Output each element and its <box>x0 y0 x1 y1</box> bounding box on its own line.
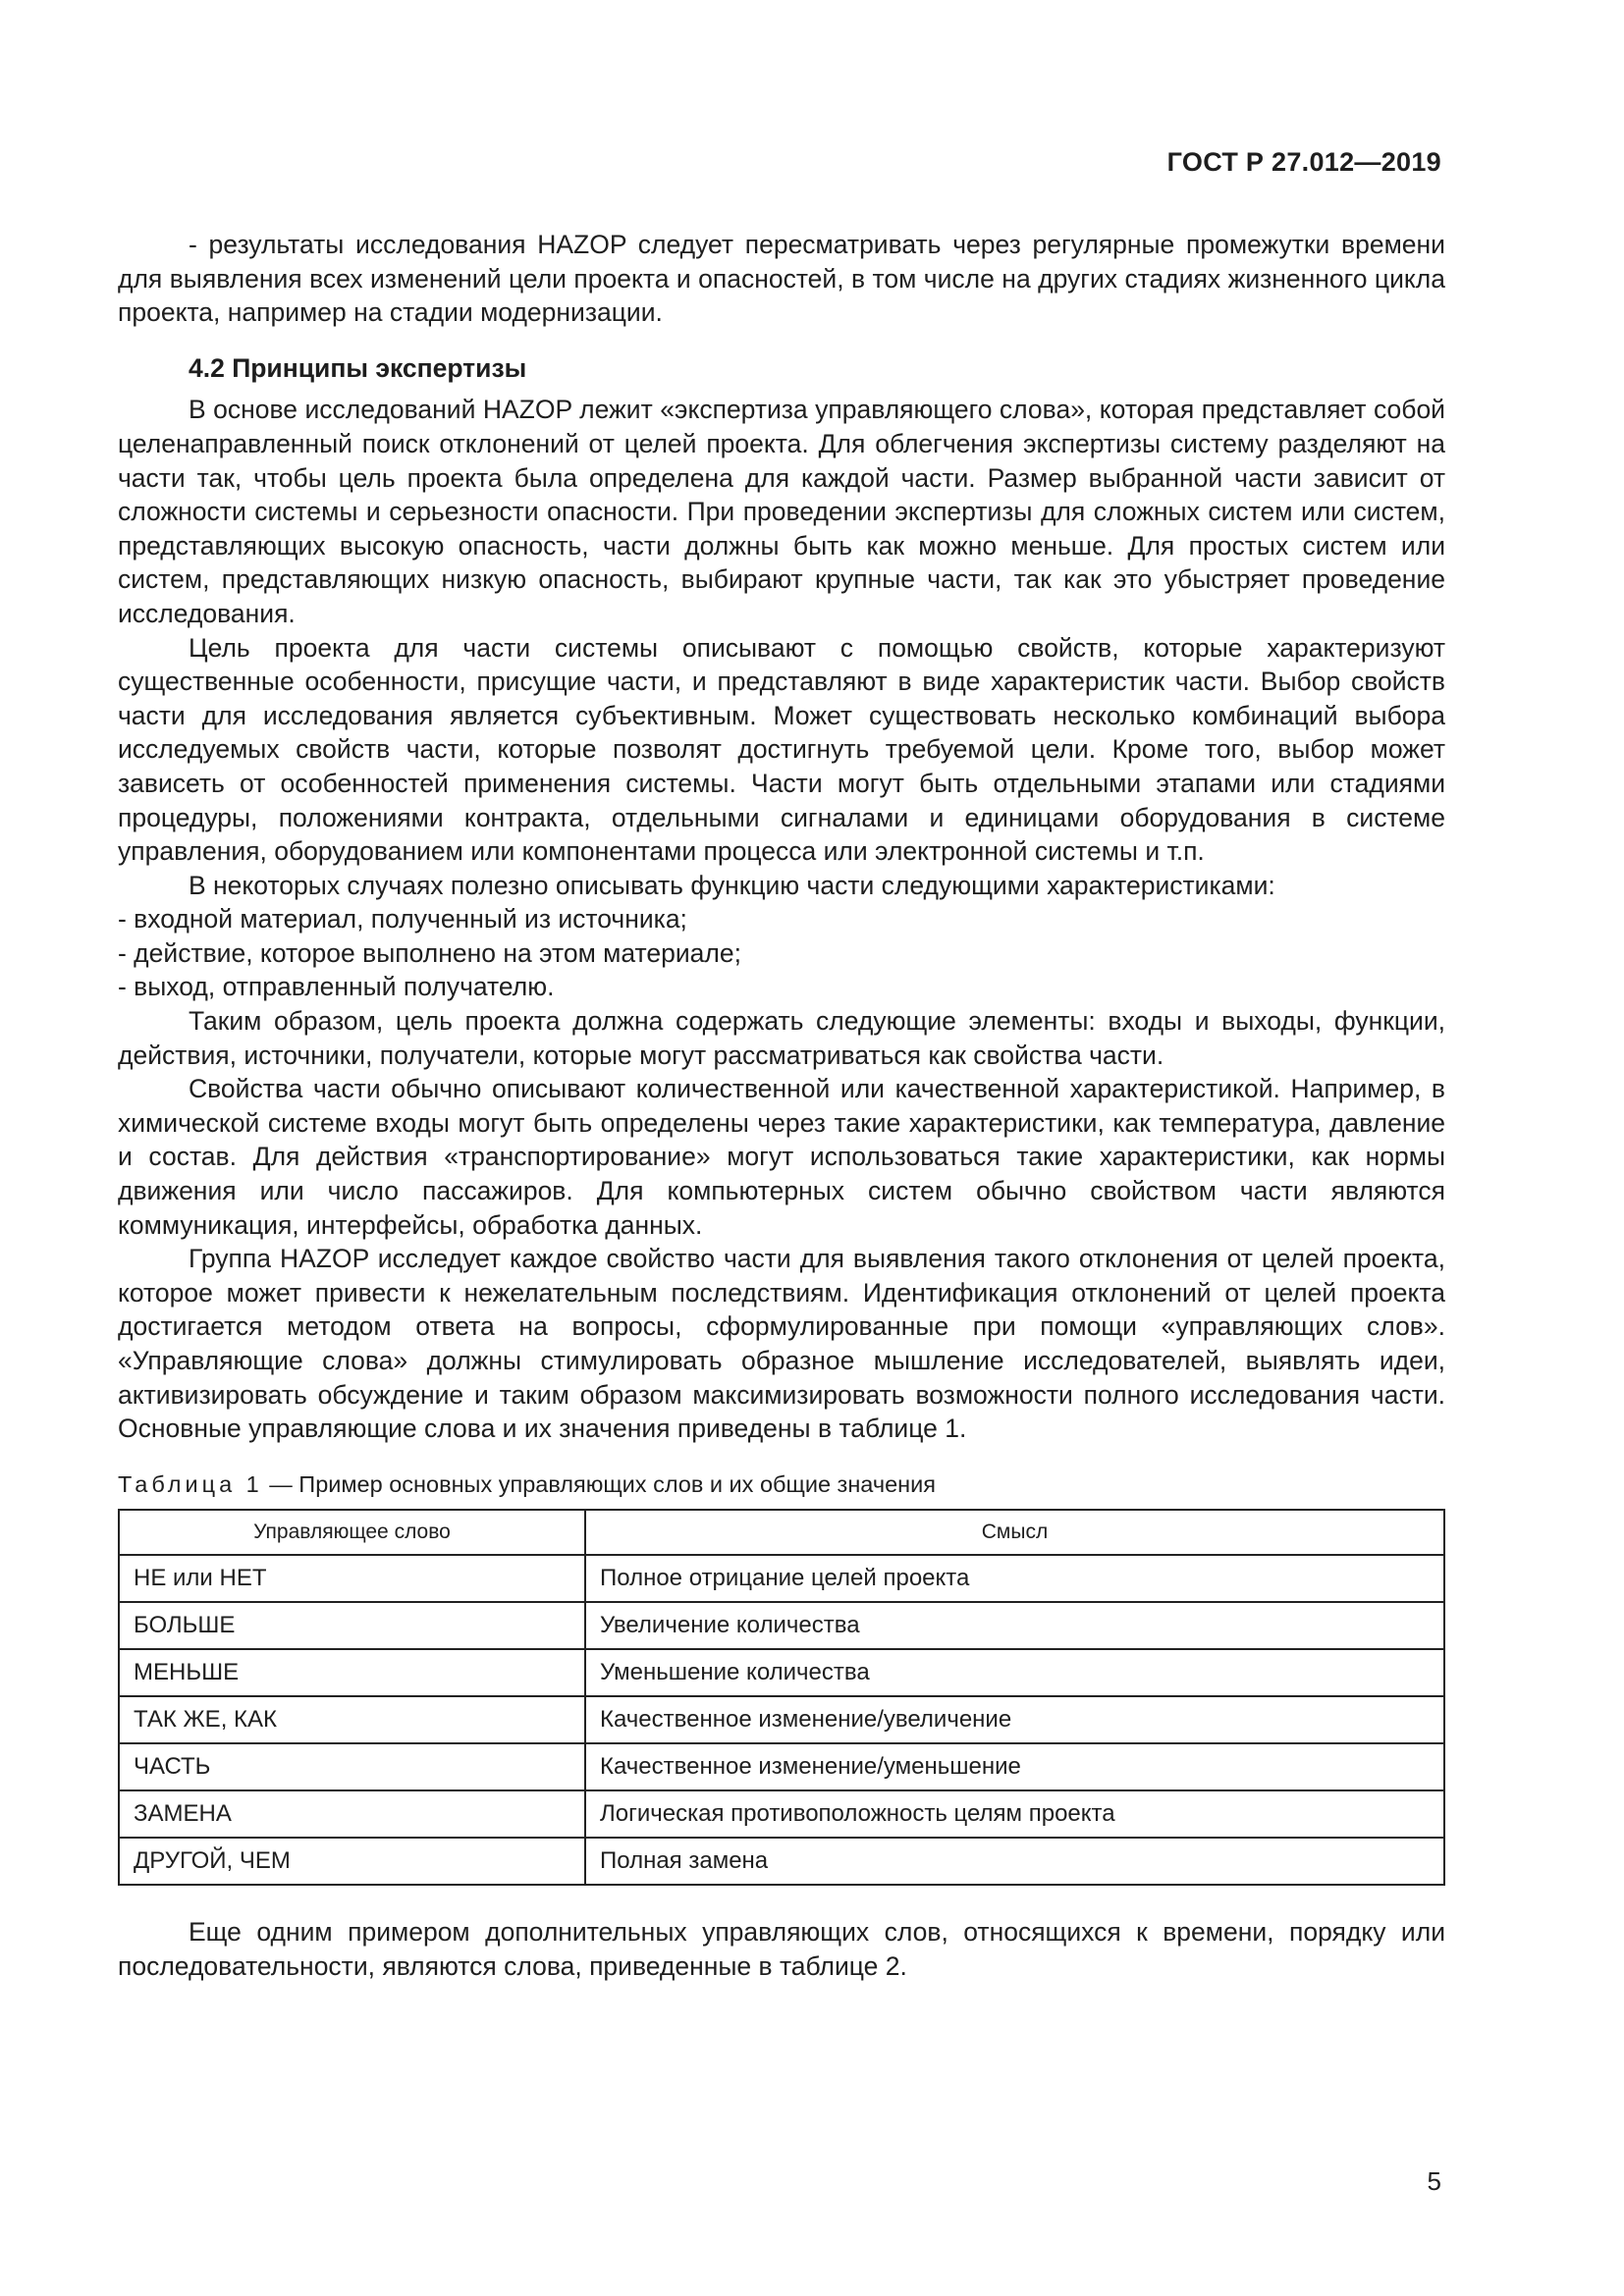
meaning-cell: Полное отрицание целей проекта <box>585 1555 1444 1602</box>
meaning-cell: Качественное изменение/увеличение <box>585 1696 1444 1743</box>
table-row <box>119 1649 1444 1696</box>
guide-words-table <box>118 1509 1445 1886</box>
paragraph: Таким образом, цель проекта должна содержать следующие элементы: входы и выходы, функции, действия, источники, получатели, которые могут рассматриваться как свойства части. <box>118 1006 1445 1070</box>
guide-word-cell: МЕНЬШЕ <box>119 1649 585 1696</box>
guide-word-cell: ДРУГОЙ, ЧЕМ <box>119 1838 585 1885</box>
guide-word-cell: БОЛЬШЕ <box>119 1602 585 1649</box>
meaning-cell: Увеличение количества <box>585 1602 1444 1649</box>
table-row <box>119 1790 1444 1838</box>
guide-word-cell: ЧАСТЬ <box>119 1743 585 1790</box>
guide-word-cell: НЕ или НЕТ <box>119 1555 585 1602</box>
guide-word-cell: ТАК ЖЕ, КАК <box>119 1696 585 1743</box>
page-number: 5 <box>1427 2166 1441 2196</box>
list-item: - входной материал, полученный из источника; <box>118 904 687 934</box>
table-row <box>119 1555 1444 1602</box>
section-heading: 4.2 Принципы экспертизы <box>189 352 527 383</box>
paragraph: Группа HAZOP исследует каждое свойство части для выявления такого отклонения от целей проекта, которое может привести к нежелательным последствиям. Идентификация отклонений от целей проекта достигается методом ответа на вопросы, сформулированные при помощи «управляющих слов». «Управляющие слова» должны стимулировать образное мышление исследователей, выявлять идеи, активизировать обсуждение и таким образом максимизировать возможности полного исследования части. Основные управляющие слова и их значения приведены в таблице 1. <box>118 1244 1445 1444</box>
table-row <box>119 1743 1444 1790</box>
column-header-guide-word: Управляющее слово <box>119 1510 585 1555</box>
meaning-cell: Качественное изменение/уменьшение <box>585 1743 1444 1790</box>
document-body <box>118 228 1445 1984</box>
table-header-row <box>119 1510 1444 1555</box>
paragraph: Цель проекта для части системы описывают с помощью свойств, которые характеризуют существенные особенности, присущие части, и представляют в виде характеристик части. Выбор свойств части для исследования является субъективным. Может существовать несколько комбинаций выбора исследуемых свойств части, которые позволят достигнуть требуемой цели. Кроме того, выбор может зависеть от особенностей применения системы. Части могут быть отдельными этапами или стадиями процедуры, положениями контракта, отдельными сигналами и единицами оборудования в системе управления, оборудованием или компонентами процесса или электронной системы и т.п. <box>118 632 1445 867</box>
table-caption-label: Таблица 1 <box>118 1470 263 1497</box>
closing-paragraph: Еще одним примером дополнительных управляющих слов, относящихся к времени, порядку или последовательности, являются слова, приведенные в таблице 2. <box>118 1917 1445 1981</box>
guide-word-cell: ЗАМЕНА <box>119 1790 585 1838</box>
column-header-meaning: Смысл <box>585 1510 1444 1555</box>
table-row <box>119 1696 1444 1743</box>
meaning-cell: Полная замена <box>585 1838 1444 1885</box>
table-row <box>119 1838 1444 1885</box>
paragraph: Свойства части обычно описывают количественной или качественной характеристикой. Например, в химической системе входы могут быть определены через такие характеристики, как температура, давление и состав. Для действия «транспортирование» могут использоваться такие характеристики, как нормы движения или число пассажиров. Для компьютерных систем обычно свойством части являются коммуникация, интерфейсы, обработка данных. <box>118 1074 1445 1240</box>
paragraph: В некоторых случаях полезно описывать функцию части следующими характеристиками: <box>189 870 1275 900</box>
document-header-id: ГОСТ Р 27.012—2019 <box>1166 147 1441 177</box>
intro-paragraph: - результаты исследования HAZOP следует пересматривать через регулярные промежутки времени для выявления всех изменений цели проекта и опасностей, в том числе на других стадиях жизненного цикла проекта, например на стадии модернизации. <box>118 230 1445 328</box>
meaning-cell: Уменьшение количества <box>585 1649 1444 1696</box>
paragraph: В основе исследований HAZOP лежит «экспертиза управляющего слова», которая представляет собой целенаправленный поиск отклонений от целей проекта. Для облегчения экспертизы систему разделяют на части так, чтобы цель проекта была определена для каждой части. Размер выбранной части зависит от сложности системы и серьезности опасности. При проведении экспертизы для сложных систем или систем, представляющих высокую опасность, части должны быть как можно меньше. Для простых систем или систем, представляющих низкую опасность, выбирают крупные части, так как это убыстряет проведение исследования. <box>118 395 1445 628</box>
table-caption <box>118 1468 1445 1502</box>
table-row <box>119 1602 1444 1649</box>
list-item: - действие, которое выполнено на этом материале; <box>118 937 741 968</box>
meaning-cell: Логическая противоположность целям проекта <box>585 1790 1444 1838</box>
list-item: - выход, отправленный получателю. <box>118 972 555 1002</box>
table-caption-text: — Пример основных управляющих слов и их общие значения <box>262 1470 936 1497</box>
